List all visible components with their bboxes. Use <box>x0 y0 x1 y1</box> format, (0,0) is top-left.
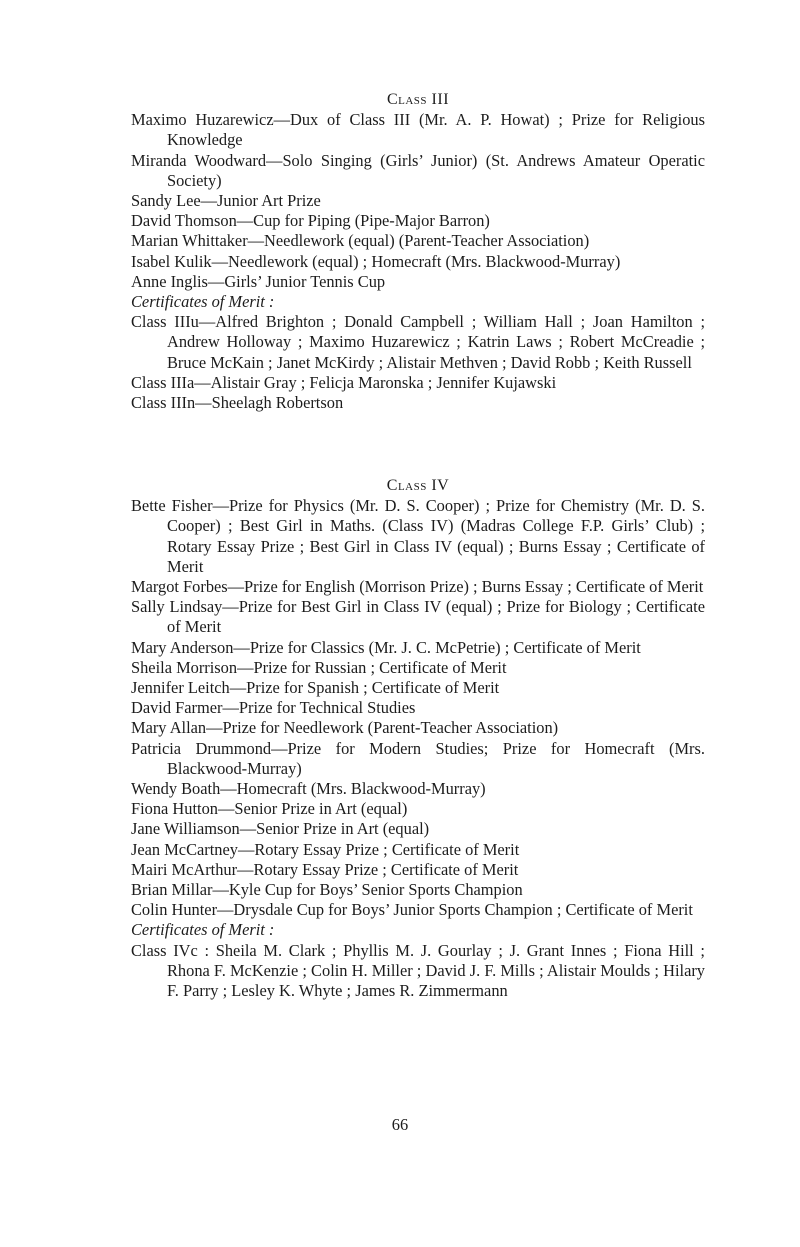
prize-entry: Bette Fisher—Prize for Physics (Mr. D. S. Cooper) ; Prize for Chemistry (Mr. D. S. Cooper) ; Best Girl in Maths. (Class IV) (Madras College F.P. Girls’ Club) ; Rotary Essay Prize ; Best Girl in Class IV (equal) ; Burns Essay ; Certificate of Merit <box>131 496 705 576</box>
prize-entry: Marian Whittaker—Needlework (equal) (Parent-Teacher Association) <box>131 231 590 251</box>
prize-entry: Sheila Morrison—Prize for Russian ; Certificate of Merit <box>131 657 507 677</box>
prize-entry: Maximo Huzarewicz—Dux of Class III (Mr. A. P. Howat) ; Prize for Religious Knowledge <box>131 110 705 150</box>
prize-entry: Mary Allan—Prize for Needlework (Parent-Teacher Association) <box>131 718 559 738</box>
page-number: 66 <box>391 1115 409 1134</box>
class-iii-heading: Class III <box>386 91 450 108</box>
prize-entry: David Thomson—Cup for Piping (Pipe-Major Barron) <box>131 211 490 231</box>
prize-entry: Wendy Boath—Homecraft (Mrs. Blackwood-Murray) <box>131 779 486 799</box>
certificate-entry: Class IIIn—Sheelagh Robertson <box>131 393 344 413</box>
prize-entry: Fiona Hutton—Senior Prize in Art (equal) <box>131 799 408 819</box>
prize-entry: Sandy Lee—Junior Art Prize <box>131 191 321 210</box>
prize-entry: David Farmer—Prize for Technical Studies <box>131 698 416 718</box>
certificate-entry: Class IIIu—Alfred Brighton ; Donald Campbell ; William Hall ; Joan Hamilton ; Andrew Holloway ; Maximo Huzarewicz ; Katrin Laws ; Robert McCreadie ; Bruce McKain ; Janet McKirdy ; Alistair Methven ; David Robb ; Keith Russell <box>131 312 705 372</box>
class-iv-heading: Class IV <box>386 477 450 494</box>
class-iii-section <box>131 90 705 413</box>
prize-entry: Miranda Woodward—Solo Singing (Girls’ Junior) (St. Andrews Amateur Operatic Society) <box>131 150 705 190</box>
prize-entry: Jean McCartney—Rotary Essay Prize ; Certificate of Merit <box>131 839 520 859</box>
prize-entry: Isabel Kulik—Needlework (equal) ; Homecraft (Mrs. Blackwood-Murray) <box>131 251 621 271</box>
prize-entry: Anne Inglis—Girls’ Junior Tennis Cup <box>131 271 386 291</box>
certificate-entry: Class IIIa—Alistair Gray ; Felicja Maronska ; Jennifer Kujawski <box>131 372 557 392</box>
prize-entry: Patricia Drummond—Prize for Modern Studies; Prize for Homecraft (Mrs. Blackwood-Murray) <box>131 738 705 778</box>
certificates-of-merit-label: Certificates of Merit : <box>131 292 275 312</box>
certificates-of-merit-label: Certificates of Merit : <box>131 920 275 940</box>
prize-entry: Colin Hunter—Drysdale Cup for Boys’ Junior Sports Champion ; Certificate of Merit <box>131 900 693 920</box>
class-iv-section <box>131 476 705 1001</box>
prize-entry: Jane Williamson—Senior Prize in Art (equal) <box>131 819 430 839</box>
prize-entry: Jennifer Leitch—Prize for Spanish ; Certificate of Merit <box>131 678 500 698</box>
prize-entry: Brian Millar—Kyle Cup for Boys’ Senior Sports Champion <box>131 880 523 900</box>
prize-entry: Mairi McArthur—Rotary Essay Prize ; Certificate of Merit <box>131 859 519 879</box>
prize-entry: Mary Anderson—Prize for Classics (Mr. J. C. McPetrie) ; Certificate of Merit <box>131 637 641 657</box>
prize-entry: Margot Forbes—Prize for English (Morrison Prize) ; Burns Essay ; Certificate of Merit <box>131 577 704 596</box>
prize-entry: Sally Lindsay—Prize for Best Girl in Class IV (equal) ; Prize for Biology ; Certificate of Merit <box>131 597 705 637</box>
certificate-entry: Class IVc : Sheila M. Clark ; Phyllis M. J. Gourlay ; J. Grant Innes ; Fiona Hill ; Rhona F. McKenzie ; Colin H. Miller ; David J. F. Mills ; Alistair Moulds ; Hilary F. Parry ; Lesley K. Whyte ; James R. Zimmermann <box>131 940 705 1001</box>
